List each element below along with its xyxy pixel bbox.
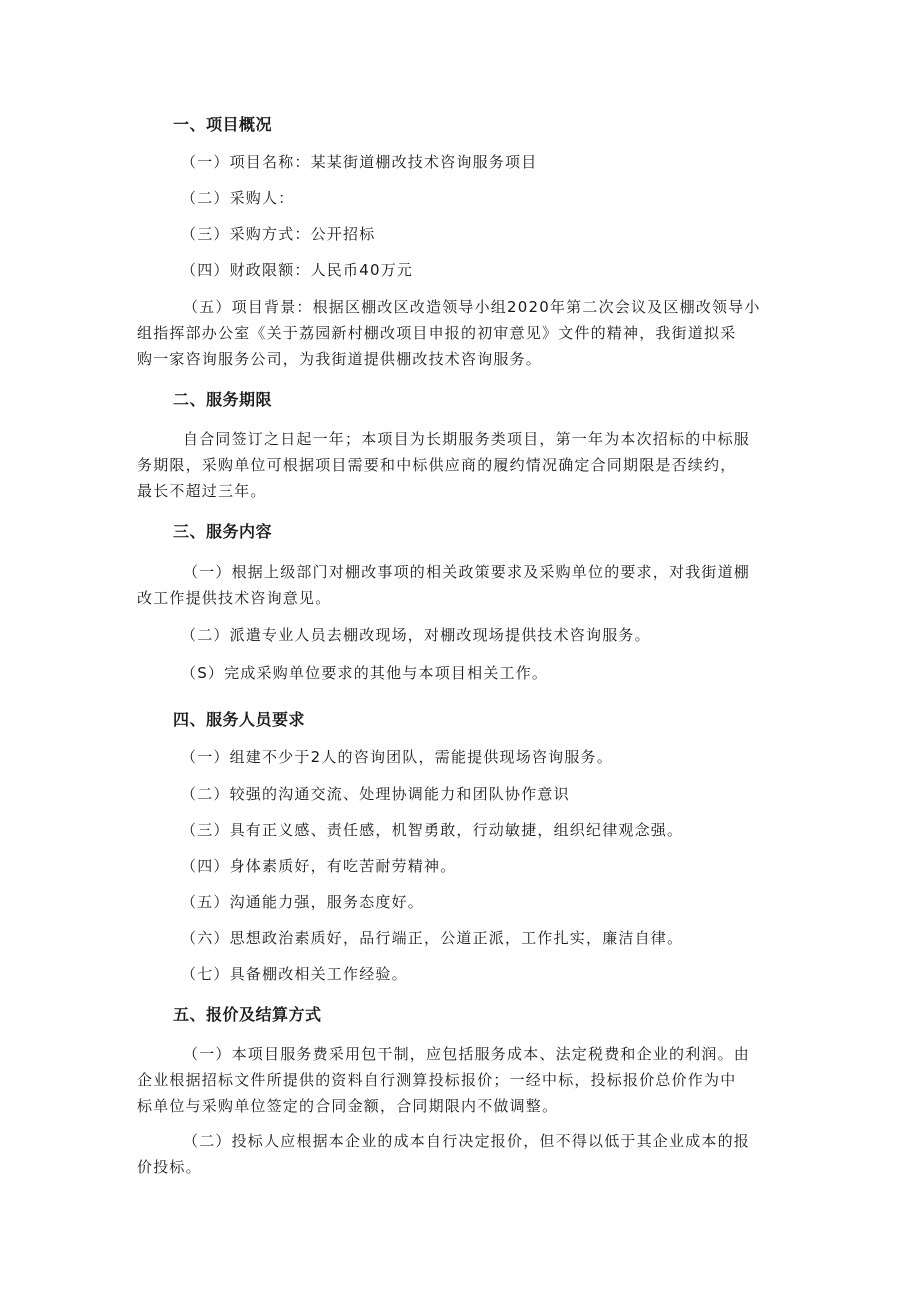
personnel-item: （二）较强的沟通交流、处理协调能力和团队协作意识	[181, 785, 570, 803]
project-background-line-2: 组指挥部办公室《关于荔园新村棚改项目申报的初审意见》文件的精神，我街道拟采	[137, 324, 737, 342]
personnel-item: （五）沟通能力强，服务态度好。	[181, 893, 425, 911]
section-heading-personnel: 四、服务人员要求	[173, 710, 306, 729]
service-content-item-2: （二）派遣专业人员去棚改现场，对棚改现场提供技术咨询服务。	[181, 626, 651, 644]
personnel-item: （七）具备棚改相关工作经验。	[181, 965, 408, 983]
project-background-line-1: （五）项目背景：根据区棚改区改造领导小组2020年第二次会议及区棚改领导小	[183, 298, 761, 316]
personnel-item: （六）思想政治素质好，品行端正，公道正派，工作扎实，廉洁自律。	[181, 929, 684, 947]
pricing-item-1-line-2: 企业根据招标文件所提供的资料自行测算投标报价；一经中标，投标报价总价作为中	[137, 1071, 737, 1089]
procurement-method: （三）采购方式：公开招标	[181, 225, 376, 243]
section-heading-pricing: 五、报价及结算方式	[173, 1005, 322, 1024]
pricing-item-1-line-1: （一）本项目服务费采用包干制，应包括服务成本、法定税费和企业的利润。由	[183, 1045, 751, 1063]
pricing-item-2-line-2: 价投标。	[137, 1158, 202, 1176]
service-content-item-3: （S）完成采购单位要求的其他与本项目相关工作。	[181, 664, 549, 682]
service-period-line-1: 自合同签订之日起一年；本项目为长期服务类项目，第一年为本次招标的中标服	[183, 430, 751, 448]
service-period-line-3: 最长不超过三年。	[137, 482, 267, 500]
personnel-item: （一）组建不少于2人的咨询团队，需能提供现场咨询服务。	[181, 748, 613, 766]
service-content-item-1-line-1: （一）根据上级部门对棚改事项的相关政策要求及采购单位的要求，对我街道棚	[183, 563, 751, 581]
budget-limit: （四）财政限额：人民币40万元	[181, 261, 414, 279]
service-content-item-1-line-2: 改工作提供技术咨询意见。	[137, 589, 332, 607]
section-heading-service-content: 三、服务内容	[173, 522, 273, 541]
section-heading-overview: 一、项目概况	[173, 115, 273, 134]
service-period-line-2: 务期限，采购单位可根据项目需要和中标供应商的履约情况确定合同期限是否续约，	[137, 456, 737, 474]
purchaser: （二）采购人：	[181, 189, 295, 207]
pricing-item-1-line-3: 标单位与采购单位签定的合同金额，合同期限内不做调整。	[137, 1097, 559, 1115]
project-background-line-3: 购一家咨询服务公司，为我街道提供棚改技术咨询服务。	[137, 350, 543, 368]
section-heading-service-period: 二、服务期限	[173, 390, 273, 409]
personnel-item: （四）身体素质好，有吃苦耐劳精神。	[181, 857, 457, 875]
project-name: （一）项目名称：某某街道棚改技术咨询服务项目	[181, 153, 538, 171]
pricing-item-2-line-1: （二）投标人应根据本企业的成本自行决定报价，但不得以低于其企业成本的报	[183, 1132, 751, 1150]
personnel-item: （三）具有正义感、责任感，机智勇敢，行动敏捷，组织纪律观念强。	[181, 821, 684, 839]
